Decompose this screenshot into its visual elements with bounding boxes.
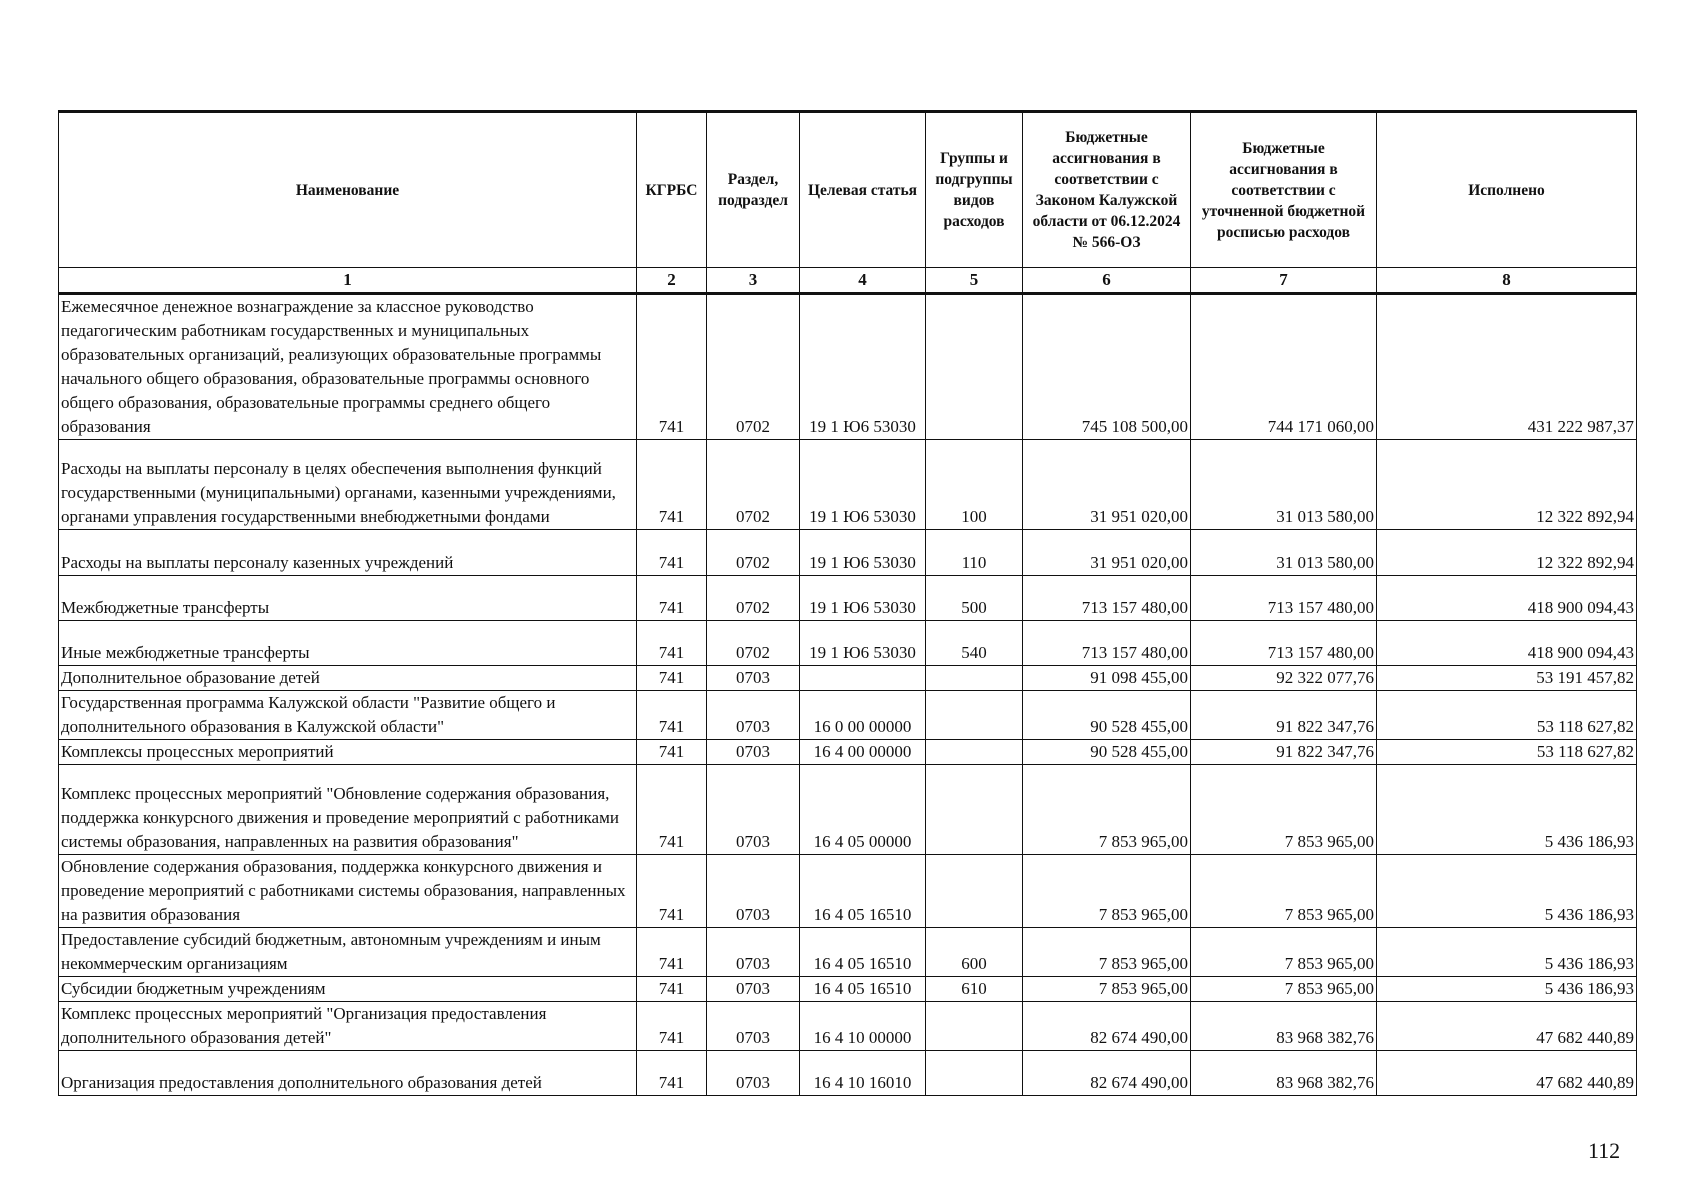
cell-name: Обновление содержания образования, поддержка конкурсного движения и проведение мероприятий с работниками системы образования, направленных на развития образования (59, 855, 637, 928)
cell-expense-group: 610 (926, 977, 1023, 1002)
cell-target-article (800, 666, 926, 691)
header-law-allocations: Бюджетные ассигнования в соответствии с Законом Калужской области от 06.12.2024 № 566-ОЗ (1023, 112, 1191, 268)
cell-expense-group: 600 (926, 928, 1023, 977)
cell-section: 0702 (707, 440, 800, 530)
cell-section: 0703 (707, 765, 800, 855)
table-row (59, 621, 1637, 666)
cell-expense-group (926, 666, 1023, 691)
cell-name: Комплекс процессных мероприятий "Обновление содержания образования, поддержка конкурсного движения и проведение мероприятий с работниками системы образования, направленных на развития образования" (59, 765, 637, 855)
cell-refined-allocation: 92 322 077,76 (1191, 666, 1377, 691)
cell-executed: 53 118 627,82 (1377, 740, 1637, 765)
cell-target-article: 19 1 Ю6 53030 (800, 621, 926, 666)
cell-executed: 12 322 892,94 (1377, 440, 1637, 530)
cell-executed: 418 900 094,43 (1377, 576, 1637, 621)
cell-section: 0702 (707, 621, 800, 666)
cell-section: 0703 (707, 928, 800, 977)
cell-executed: 53 118 627,82 (1377, 691, 1637, 740)
cell-refined-allocation: 31 013 580,00 (1191, 530, 1377, 576)
cell-expense-group: 110 (926, 530, 1023, 576)
table-row (59, 765, 1637, 855)
cell-kgrbs: 741 (637, 1051, 707, 1096)
cell-law-allocation: 7 853 965,00 (1023, 977, 1191, 1002)
table-row (59, 294, 1637, 440)
table-row (59, 440, 1637, 530)
cell-name: Организация предоставления дополнительного образования детей (59, 1051, 637, 1096)
cell-law-allocation: 82 674 490,00 (1023, 1051, 1191, 1096)
cell-executed: 47 682 440,89 (1377, 1051, 1637, 1096)
cell-section: 0703 (707, 977, 800, 1002)
cell-executed: 53 191 457,82 (1377, 666, 1637, 691)
cell-name: Субсидии бюджетным учреждениям (59, 977, 637, 1002)
cell-expense-group (926, 855, 1023, 928)
cell-law-allocation: 7 853 965,00 (1023, 928, 1191, 977)
cell-name: Предоставление субсидий бюджетным, автономным учреждениям и иным некоммерческим организациям (59, 928, 637, 977)
cell-section: 0703 (707, 666, 800, 691)
cell-name: Дополнительное образование детей (59, 666, 637, 691)
cell-law-allocation: 90 528 455,00 (1023, 740, 1191, 765)
cell-law-allocation: 82 674 490,00 (1023, 1002, 1191, 1051)
cell-kgrbs: 741 (637, 294, 707, 440)
cell-expense-group: 100 (926, 440, 1023, 530)
table-row (59, 1002, 1637, 1051)
column-number: 3 (707, 268, 800, 294)
cell-refined-allocation: 31 013 580,00 (1191, 440, 1377, 530)
cell-name: Межбюджетные трансферты (59, 576, 637, 621)
budget-table (58, 110, 1637, 1096)
cell-target-article: 16 4 10 00000 (800, 1002, 926, 1051)
column-number: 1 (59, 268, 637, 294)
table-row (59, 530, 1637, 576)
cell-executed: 5 436 186,93 (1377, 765, 1637, 855)
cell-refined-allocation: 7 853 965,00 (1191, 928, 1377, 977)
cell-section: 0703 (707, 691, 800, 740)
cell-kgrbs: 741 (637, 928, 707, 977)
table-row (59, 576, 1637, 621)
cell-refined-allocation: 7 853 965,00 (1191, 977, 1377, 1002)
cell-target-article: 16 4 05 16510 (800, 855, 926, 928)
column-number: 7 (1191, 268, 1377, 294)
cell-section: 0703 (707, 740, 800, 765)
cell-section: 0702 (707, 530, 800, 576)
cell-expense-group (926, 740, 1023, 765)
cell-target-article: 16 4 05 00000 (800, 765, 926, 855)
cell-target-article: 16 4 05 16510 (800, 977, 926, 1002)
table-row (59, 855, 1637, 928)
table-row (59, 928, 1637, 977)
cell-kgrbs: 741 (637, 530, 707, 576)
cell-expense-group (926, 1002, 1023, 1051)
column-number-row (59, 268, 1637, 294)
cell-section: 0703 (707, 1051, 800, 1096)
table-row (59, 740, 1637, 765)
cell-executed: 5 436 186,93 (1377, 855, 1637, 928)
cell-law-allocation: 7 853 965,00 (1023, 765, 1191, 855)
cell-kgrbs: 741 (637, 576, 707, 621)
header-target-article: Целевая статья (800, 112, 926, 268)
cell-section: 0702 (707, 294, 800, 440)
cell-section: 0703 (707, 1002, 800, 1051)
header-executed: Исполнено (1377, 112, 1637, 268)
cell-name: Ежемесячное денежное вознаграждение за классное руководство педагогическим работникам государственных и муниципальных образовательных организаций, реализующих образовательные программы начального общего образования, образовательные программы основного общего образования, образовательные программы среднего общего образования (59, 294, 637, 440)
cell-target-article: 16 4 00 00000 (800, 740, 926, 765)
cell-target-article: 19 1 Ю6 53030 (800, 294, 926, 440)
cell-expense-group (926, 294, 1023, 440)
cell-law-allocation: 745 108 500,00 (1023, 294, 1191, 440)
cell-law-allocation: 90 528 455,00 (1023, 691, 1191, 740)
header-kgrbs: КГРБС (637, 112, 707, 268)
cell-name: Расходы на выплаты персоналу в целях обеспечения выполнения функций государственными (муниципальными) органами, казенными учреждениями, органами управления государственными внебюджетными фондами (59, 440, 637, 530)
table-row (59, 666, 1637, 691)
column-number: 6 (1023, 268, 1191, 294)
cell-refined-allocation: 7 853 965,00 (1191, 765, 1377, 855)
cell-refined-allocation: 744 171 060,00 (1191, 294, 1377, 440)
cell-refined-allocation: 83 968 382,76 (1191, 1051, 1377, 1096)
cell-target-article: 16 0 00 00000 (800, 691, 926, 740)
cell-kgrbs: 741 (637, 765, 707, 855)
cell-kgrbs: 741 (637, 1002, 707, 1051)
cell-law-allocation: 7 853 965,00 (1023, 855, 1191, 928)
column-number: 4 (800, 268, 926, 294)
table-row (59, 691, 1637, 740)
cell-target-article: 19 1 Ю6 53030 (800, 576, 926, 621)
table-body (59, 294, 1637, 1096)
cell-refined-allocation: 713 157 480,00 (1191, 621, 1377, 666)
cell-target-article: 19 1 Ю6 53030 (800, 530, 926, 576)
column-number: 2 (637, 268, 707, 294)
cell-kgrbs: 741 (637, 977, 707, 1002)
table-row (59, 1051, 1637, 1096)
header-name: Наименование (59, 112, 637, 268)
cell-target-article: 19 1 Ю6 53030 (800, 440, 926, 530)
cell-expense-group: 540 (926, 621, 1023, 666)
cell-kgrbs: 741 (637, 440, 707, 530)
cell-target-article: 16 4 10 16010 (800, 1051, 926, 1096)
header-row (59, 112, 1637, 268)
cell-refined-allocation: 91 822 347,76 (1191, 740, 1377, 765)
cell-section: 0703 (707, 855, 800, 928)
cell-law-allocation: 31 951 020,00 (1023, 440, 1191, 530)
header-section: Раздел, подраздел (707, 112, 800, 268)
cell-law-allocation: 91 098 455,00 (1023, 666, 1191, 691)
cell-name: Расходы на выплаты персоналу казенных учреждений (59, 530, 637, 576)
cell-expense-group (926, 1051, 1023, 1096)
column-number: 8 (1377, 268, 1637, 294)
cell-kgrbs: 741 (637, 740, 707, 765)
cell-section: 0702 (707, 576, 800, 621)
cell-law-allocation: 31 951 020,00 (1023, 530, 1191, 576)
cell-executed: 5 436 186,93 (1377, 977, 1637, 1002)
cell-refined-allocation: 91 822 347,76 (1191, 691, 1377, 740)
cell-executed: 418 900 094,43 (1377, 621, 1637, 666)
cell-executed: 431 222 987,37 (1377, 294, 1637, 440)
cell-name: Комплекс процессных мероприятий "Организация предоставления дополнительного образования детей" (59, 1002, 637, 1051)
cell-kgrbs: 741 (637, 666, 707, 691)
cell-name: Комплексы процессных мероприятий (59, 740, 637, 765)
cell-expense-group (926, 691, 1023, 740)
cell-expense-group: 500 (926, 576, 1023, 621)
cell-executed: 47 682 440,89 (1377, 1002, 1637, 1051)
cell-name: Государственная программа Калужской области "Развитие общего и дополнительного образования в Калужской области" (59, 691, 637, 740)
cell-name: Иные межбюджетные трансферты (59, 621, 637, 666)
cell-law-allocation: 713 157 480,00 (1023, 576, 1191, 621)
header-expense-group: Группы и подгруппы видов расходов (926, 112, 1023, 268)
cell-target-article: 16 4 05 16510 (800, 928, 926, 977)
header-refined-allocations: Бюджетные ассигнования в соответствии с уточненной бюджетной росписью расходов (1191, 112, 1377, 268)
table-row (59, 977, 1637, 1002)
cell-refined-allocation: 83 968 382,76 (1191, 1002, 1377, 1051)
cell-executed: 5 436 186,93 (1377, 928, 1637, 977)
cell-refined-allocation: 713 157 480,00 (1191, 576, 1377, 621)
cell-expense-group (926, 765, 1023, 855)
column-number: 5 (926, 268, 1023, 294)
cell-law-allocation: 713 157 480,00 (1023, 621, 1191, 666)
cell-refined-allocation: 7 853 965,00 (1191, 855, 1377, 928)
cell-kgrbs: 741 (637, 621, 707, 666)
page-number: 112 (1588, 1138, 1621, 1163)
cell-kgrbs: 741 (637, 855, 707, 928)
cell-kgrbs: 741 (637, 691, 707, 740)
cell-executed: 12 322 892,94 (1377, 530, 1637, 576)
